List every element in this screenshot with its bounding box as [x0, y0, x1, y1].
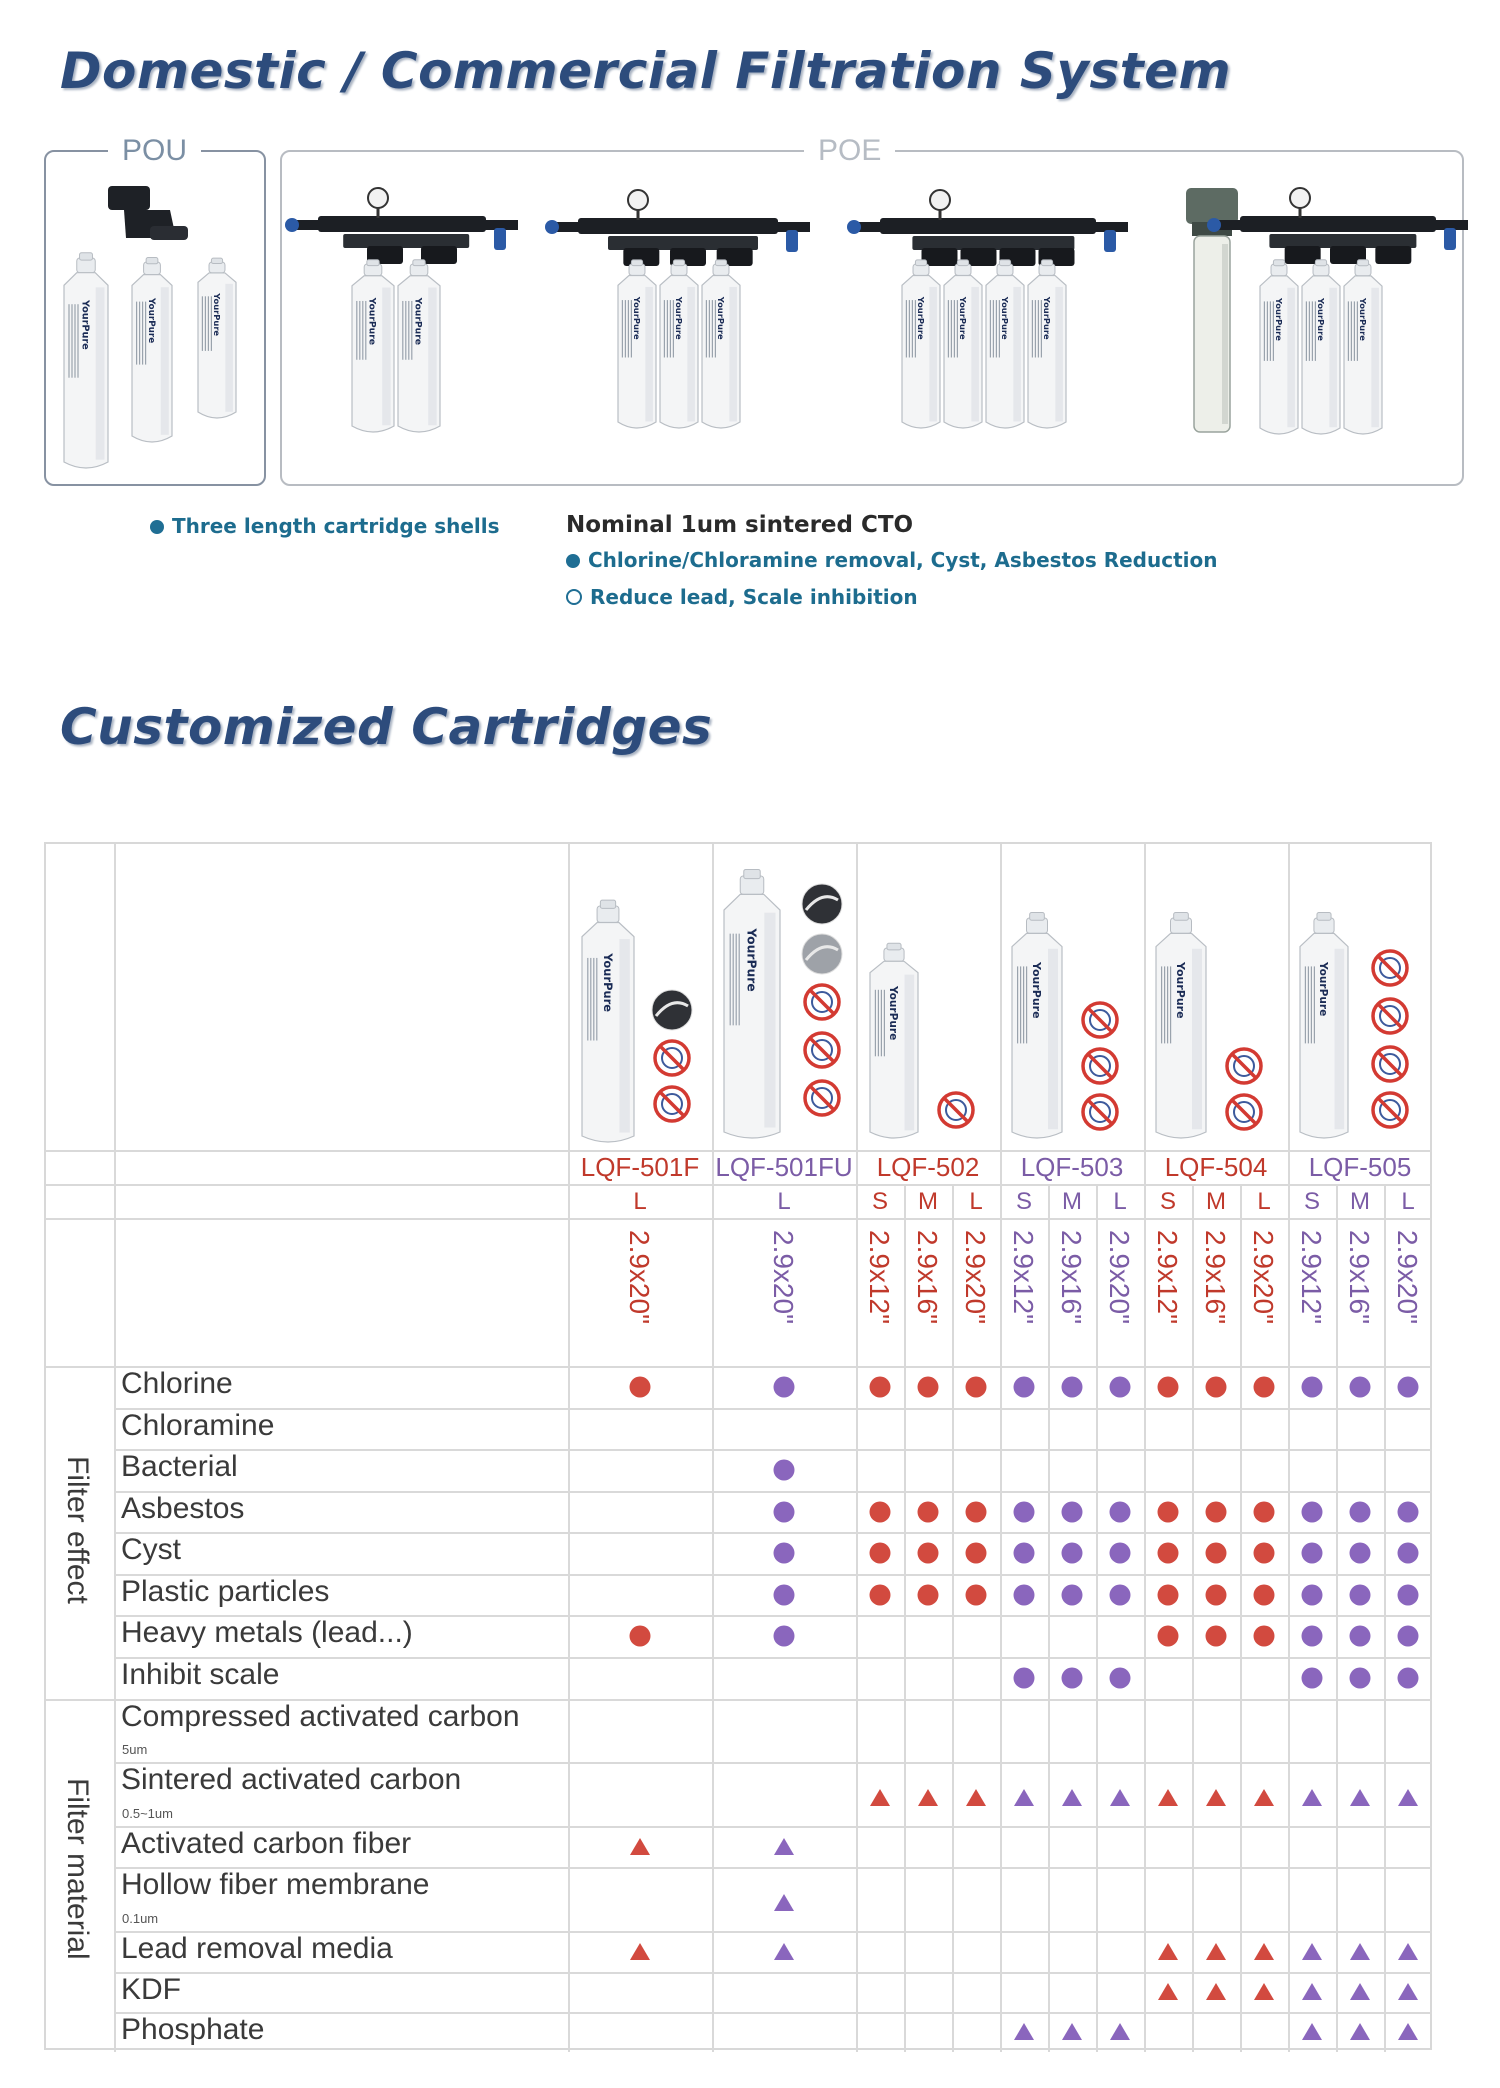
- effect-dot: [1060, 1375, 1084, 1399]
- brand-label: YourPure: [79, 300, 91, 350]
- cartridge: [660, 260, 698, 428]
- material-triangle: [772, 1940, 796, 1964]
- grid-line: [1336, 1184, 1338, 2052]
- size-label: L: [777, 1188, 791, 1215]
- grid-line: [952, 1184, 954, 2052]
- effect-dot: [1060, 1500, 1084, 1524]
- material-triangle: [916, 1786, 940, 1810]
- dimension-label: 2.9x20": [1248, 1230, 1279, 1325]
- effect-dot: [916, 1541, 940, 1565]
- grid-line: [1384, 1184, 1386, 2052]
- cartridge: [198, 258, 236, 418]
- material-row-label: Sintered activated carbon: [121, 1763, 462, 1796]
- model-name: LQF-505: [1308, 1152, 1412, 1182]
- material-triangle: [1300, 1980, 1324, 2004]
- cartridge: [902, 260, 940, 428]
- no-scale-icon: [1373, 951, 1407, 985]
- brand-label: YourPure: [999, 296, 1010, 340]
- media-sample-icon: [802, 934, 842, 974]
- material-triangle: [1348, 1786, 1372, 1810]
- effect-dot: [868, 1500, 892, 1524]
- pressure-gauge-icon: [628, 190, 648, 210]
- effect-dot: [1348, 1500, 1372, 1524]
- note-cto-item1: [566, 548, 1217, 572]
- filtration-system-illustrations: [0, 0, 1500, 500]
- size-label: M: [1206, 1188, 1226, 1215]
- model-name: LQF-501FU: [715, 1152, 853, 1182]
- grid-line: [114, 1972, 1432, 1974]
- effect-dot: [1396, 1375, 1420, 1399]
- material-triangle: [1348, 1940, 1372, 1964]
- brand-label: YourPure: [600, 953, 615, 1012]
- effect-dot: [1300, 1624, 1324, 1648]
- cartridge: [1300, 913, 1348, 1139]
- brand-label: YourPure: [715, 296, 726, 340]
- pressure-gauge-icon: [930, 190, 950, 210]
- effect-dot: [1108, 1541, 1132, 1565]
- material-triangle: [1300, 1786, 1324, 1810]
- material-triangle: [1108, 2020, 1132, 2044]
- note-cto-item2: [566, 585, 918, 609]
- effect-dot: [772, 1458, 796, 1482]
- effect-row-label: Chlorine: [121, 1367, 233, 1400]
- no-lead-icon: [1227, 1049, 1261, 1083]
- effect-dot: [1108, 1666, 1132, 1690]
- bullet-ring-icon: [566, 589, 582, 605]
- grid-line: [1048, 1184, 1050, 2052]
- cartridge: [986, 260, 1024, 428]
- effect-dot: [1060, 1666, 1084, 1690]
- brand-label: YourPure: [1273, 298, 1284, 341]
- effect-dot: [1060, 1541, 1084, 1565]
- manifold-head: [285, 188, 518, 264]
- effect-dot: [772, 1541, 796, 1565]
- cartridge: [132, 258, 172, 443]
- material-triangle: [1252, 1786, 1276, 1810]
- brand-label: YourPure: [744, 928, 759, 992]
- effect-dot: [964, 1375, 988, 1399]
- effect-dot: [964, 1500, 988, 1524]
- manifold-head: [545, 190, 810, 266]
- effect-dot: [1012, 1666, 1036, 1690]
- material-triangle: [1204, 1786, 1228, 1810]
- brand-label: YourPure: [1041, 296, 1052, 340]
- effect-dot: [1252, 1541, 1276, 1565]
- cartridge: [398, 260, 440, 432]
- effect-dot: [1012, 1500, 1036, 1524]
- material-triangle: [1204, 1940, 1228, 1964]
- no-lead-icon: [655, 1041, 689, 1075]
- no-chlorine-icon: [1083, 1095, 1117, 1129]
- effect-row-label: Cyst: [121, 1533, 181, 1566]
- effect-dot: [1300, 1500, 1324, 1524]
- note-cto-item2-text: Reduce lead, Scale inhibition: [590, 585, 918, 609]
- brand-label: YourPure: [211, 293, 222, 337]
- effect-dot: [772, 1375, 796, 1399]
- effect-dot: [1252, 1624, 1276, 1648]
- effect-dot: [1156, 1375, 1180, 1399]
- effect-dot: [1300, 1375, 1324, 1399]
- material-triangle: [1156, 1786, 1180, 1810]
- dimension-label: 2.9x12": [1152, 1230, 1183, 1325]
- material-triangle: [1348, 1980, 1372, 2004]
- effect-dot: [868, 1583, 892, 1607]
- no-chlorine-icon: [805, 1033, 839, 1067]
- cartridge: [870, 943, 918, 1138]
- effect-dot: [1204, 1500, 1228, 1524]
- dimension-label: 2.9x12": [1296, 1230, 1327, 1325]
- effect-dot: [916, 1375, 940, 1399]
- cartridge: [702, 260, 740, 428]
- material-triangle: [1396, 1786, 1420, 1810]
- manifold-head: [1207, 188, 1468, 264]
- effect-row-label: Heavy metals (lead...): [121, 1616, 413, 1649]
- effect-dot: [1108, 1583, 1132, 1607]
- no-chlorine-icon: [1227, 1095, 1261, 1129]
- effect-dot: [1108, 1500, 1132, 1524]
- material-triangle: [1348, 2020, 1372, 2044]
- no-lead-icon: [805, 985, 839, 1019]
- material-triangle: [1252, 1980, 1276, 2004]
- brand-label: YourPure: [631, 296, 642, 340]
- material-triangle: [1156, 1980, 1180, 2004]
- effect-dot: [916, 1500, 940, 1524]
- material-triangle: [1060, 1786, 1084, 1810]
- effect-dot: [1012, 1583, 1036, 1607]
- size-label: M: [1350, 1188, 1370, 1215]
- material-triangle: [1396, 2020, 1420, 2044]
- effect-dot: [868, 1541, 892, 1565]
- model-name: LQF-501F: [580, 1152, 700, 1182]
- effect-dot: [1396, 1583, 1420, 1607]
- material-row-label: KDF: [121, 1973, 181, 2006]
- size-label: S: [1015, 1188, 1032, 1215]
- material-sub-label: 5um: [122, 1742, 148, 1757]
- no-scale-icon: [1083, 1003, 1117, 1037]
- material-triangle: [1108, 1786, 1132, 1810]
- effect-row-label: Inhibit scale: [121, 1658, 280, 1691]
- effect-dot: [1348, 1375, 1372, 1399]
- material-row-label: Hollow fiber membrane: [121, 1868, 430, 1901]
- group-label: Filter effect: [61, 1456, 94, 1604]
- group-label: Filter material: [61, 1778, 94, 1960]
- grid-line: [1240, 1184, 1242, 2052]
- cartridge-head-icon: [108, 186, 150, 210]
- brand-label: YourPure: [1317, 962, 1330, 1017]
- brand-label: YourPure: [1357, 298, 1368, 341]
- brand-label: YourPure: [1030, 962, 1043, 1019]
- effect-dot: [1348, 1541, 1372, 1565]
- model-name: LQF-504: [1164, 1152, 1268, 1182]
- pou-label: POU: [108, 134, 201, 168]
- material-triangle: [1252, 1940, 1276, 1964]
- grid-line: [46, 1366, 1432, 1368]
- effect-dot: [1012, 1375, 1036, 1399]
- dimension-label: 2.9x12": [1008, 1230, 1039, 1325]
- material-triangle: [1300, 2020, 1324, 2044]
- material-row-label: Compressed activated carbon: [121, 1700, 520, 1733]
- cartridge: [1260, 260, 1298, 434]
- size-label: S: [1159, 1188, 1176, 1215]
- section-title-customized: Customized Cartridges: [60, 698, 713, 756]
- cartridge-product-images: [568, 848, 1432, 1148]
- bullet-dot-icon: [566, 554, 580, 568]
- effect-dot: [1204, 1541, 1228, 1565]
- effect-dot: [1204, 1624, 1228, 1648]
- grid-line: [114, 1657, 1432, 1659]
- cartridge: [944, 260, 982, 428]
- cartridge: [1156, 913, 1206, 1139]
- grid-line: [114, 2012, 1432, 2014]
- brand-label: YourPure: [887, 986, 900, 1041]
- model-name: LQF-502: [876, 1152, 980, 1182]
- material-triangle: [772, 1835, 796, 1859]
- no-cyst-icon: [1083, 1049, 1117, 1083]
- grid-line: [114, 844, 116, 2052]
- cartridge: [1012, 913, 1062, 1139]
- effect-dot: [1348, 1666, 1372, 1690]
- material-triangle: [772, 1891, 796, 1915]
- note-cto-item1-text: Chlorine/Chloramine removal, Cyst, Asbestos Reduction: [588, 548, 1218, 572]
- effect-dot: [1396, 1666, 1420, 1690]
- cartridge-spec-table: [44, 842, 1432, 2050]
- material-triangle: [868, 1786, 892, 1810]
- effect-row-label: Chloramine: [121, 1409, 275, 1442]
- effect-dot: [964, 1583, 988, 1607]
- effect-dot: [1156, 1541, 1180, 1565]
- effect-dot: [1156, 1583, 1180, 1607]
- material-triangle: [628, 1835, 652, 1859]
- material-triangle: [1156, 1940, 1180, 1964]
- no-lead-icon: [1373, 1047, 1407, 1081]
- size-label: L: [1401, 1188, 1415, 1215]
- dimension-label: 2.9x20": [624, 1230, 655, 1325]
- brand-label: YourPure: [145, 298, 156, 344]
- media-sample-icon: [652, 990, 692, 1030]
- model-name: LQF-503: [1020, 1152, 1124, 1182]
- effect-dot: [964, 1541, 988, 1565]
- effect-row-label: Bacterial: [121, 1450, 238, 1483]
- bullet-dot-icon: [150, 520, 164, 534]
- no-chlorine-icon: [655, 1087, 689, 1121]
- effect-dot: [1012, 1541, 1036, 1565]
- note-shells-text: Three length cartridge shells: [172, 514, 500, 538]
- grid-line: [904, 1184, 906, 2052]
- cartridge: [582, 900, 634, 1142]
- material-row-label: Activated carbon fiber: [121, 1827, 412, 1860]
- effect-dot: [1252, 1500, 1276, 1524]
- dimension-label: 2.9x12": [864, 1230, 895, 1325]
- dimension-label: 2.9x20": [1104, 1230, 1135, 1325]
- brand-label: YourPure: [1174, 962, 1187, 1019]
- dimension-label: 2.9x16": [912, 1230, 943, 1325]
- effect-dot: [772, 1624, 796, 1648]
- effect-dot: [868, 1375, 892, 1399]
- cartridge: [1344, 260, 1382, 434]
- effect-row-label: Asbestos: [121, 1492, 245, 1525]
- effect-dot: [1108, 1375, 1132, 1399]
- size-label: L: [1113, 1188, 1127, 1215]
- cartridge: [1302, 260, 1340, 434]
- cartridge: [724, 869, 780, 1138]
- effect-dot: [1204, 1583, 1228, 1607]
- effect-dot: [772, 1500, 796, 1524]
- pressure-gauge-icon: [1290, 188, 1310, 208]
- grid-line: [46, 1218, 1432, 1220]
- poe-label: POE: [804, 134, 895, 168]
- effect-dot: [1156, 1624, 1180, 1648]
- size-label: M: [1062, 1188, 1082, 1215]
- no-chlorine-icon: [1373, 1093, 1407, 1127]
- grid-line: [114, 1449, 1432, 1451]
- pressure-gauge-icon: [368, 188, 388, 208]
- note-shells: [150, 514, 500, 538]
- material-triangle: [964, 1786, 988, 1810]
- effect-dot: [1252, 1375, 1276, 1399]
- brand-label: YourPure: [673, 296, 684, 340]
- material-row-label: Phosphate: [121, 2013, 265, 2046]
- material-sub-label: 0.1um: [122, 1911, 159, 1926]
- material-triangle: [1204, 1980, 1228, 2004]
- effect-dot: [1396, 1624, 1420, 1648]
- brand-label: YourPure: [957, 296, 968, 340]
- grid-line: [114, 1491, 1432, 1493]
- no-chlorine-icon: [939, 1093, 973, 1127]
- material-triangle: [1012, 2020, 1036, 2044]
- effect-dot: [1348, 1583, 1372, 1607]
- size-label: S: [1303, 1188, 1320, 1215]
- media-sample-icon: [802, 884, 842, 924]
- effect-dot: [1396, 1500, 1420, 1524]
- effect-dot: [772, 1583, 796, 1607]
- effect-row-label: Plastic particles: [121, 1575, 330, 1608]
- brand-label: YourPure: [1315, 298, 1326, 341]
- grid-line: [114, 1408, 1432, 1410]
- effect-dot: [1348, 1624, 1372, 1648]
- size-label: L: [633, 1188, 647, 1215]
- effect-dot: [1300, 1583, 1324, 1607]
- material-triangle: [1060, 2020, 1084, 2044]
- dimension-label: 2.9x16": [1344, 1230, 1375, 1325]
- no-bacteria-icon: [805, 1081, 839, 1115]
- effect-dot: [916, 1583, 940, 1607]
- effect-dot: [1060, 1583, 1084, 1607]
- effect-dot: [628, 1375, 652, 1399]
- material-row-label: Lead removal media: [121, 1932, 393, 1965]
- page-title: Domestic / Commercial Filtration System: [60, 42, 1232, 100]
- dimension-label: 2.9x20": [768, 1230, 799, 1325]
- dimension-label: 2.9x16": [1200, 1230, 1231, 1325]
- material-triangle: [1300, 1940, 1324, 1964]
- manifold-head: [847, 190, 1128, 266]
- material-triangle: [1396, 1940, 1420, 1964]
- cartridge: [1028, 260, 1066, 428]
- size-label: L: [1257, 1188, 1271, 1215]
- no-cyst-icon: [1373, 999, 1407, 1033]
- dimension-label: 2.9x20": [1392, 1230, 1423, 1325]
- dimension-label: 2.9x20": [960, 1230, 991, 1325]
- size-label: L: [969, 1188, 983, 1215]
- effect-dot: [1300, 1541, 1324, 1565]
- grid-line: [1096, 1184, 1098, 2052]
- cartridge: [352, 260, 394, 432]
- effect-dot: [628, 1624, 652, 1648]
- size-label: M: [918, 1188, 938, 1215]
- brand-label: YourPure: [412, 297, 424, 346]
- material-triangle: [1012, 1786, 1036, 1810]
- effect-dot: [1396, 1541, 1420, 1565]
- note-cto-title: Nominal 1um sintered CTO: [566, 512, 914, 538]
- effect-dot: [1252, 1583, 1276, 1607]
- brand-label: YourPure: [915, 296, 926, 340]
- grid-line: [46, 1184, 1432, 1186]
- cartridge: [64, 253, 108, 468]
- size-label: S: [871, 1188, 888, 1215]
- cartridge: [618, 260, 656, 428]
- effect-dot: [1300, 1666, 1324, 1690]
- material-triangle: [1396, 1980, 1420, 2004]
- effect-dot: [1204, 1375, 1228, 1399]
- grid-line: [114, 1532, 1432, 1534]
- material-triangle: [628, 1940, 652, 1964]
- grid-line: [1192, 1184, 1194, 2052]
- material-sub-label: 0.5~1um: [122, 1806, 173, 1821]
- brand-label: YourPure: [366, 297, 378, 346]
- dimension-label: 2.9x16": [1056, 1230, 1087, 1325]
- effect-dot: [1156, 1500, 1180, 1524]
